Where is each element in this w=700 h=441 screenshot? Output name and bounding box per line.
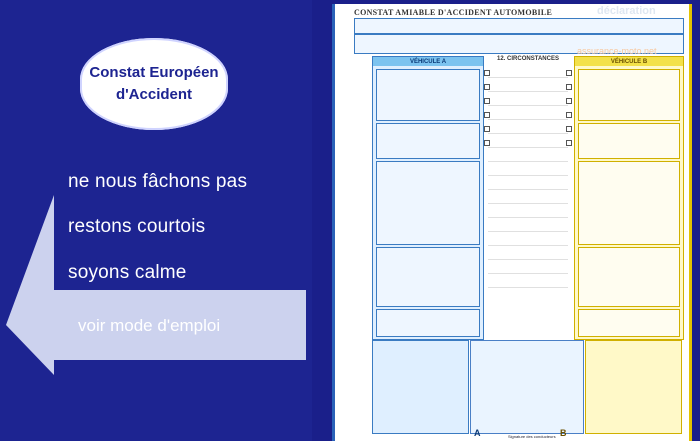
slogan-line-3: soyons calme (68, 262, 187, 283)
insurance-b-box[interactable] (578, 161, 680, 245)
website-watermark: assurance-moto.net (577, 46, 657, 56)
vehicle-a-header: VÉHICULE A (373, 57, 483, 66)
form-watermark: déclaration (597, 5, 656, 17)
signature-a-letter: A (474, 428, 481, 438)
insured-a-box[interactable] (376, 69, 480, 121)
circumstances-title: 12. CIRCONSTANCES (497, 56, 559, 62)
constat-badge (80, 38, 228, 130)
form-panel (318, 0, 700, 441)
mode-emploi-link[interactable]: voir mode d'emploi (78, 316, 221, 335)
yellow-edge-strip (689, 4, 692, 441)
vehicle-a-column (372, 56, 484, 340)
checkbox-b[interactable] (566, 70, 572, 76)
vehicle-b-column (574, 56, 684, 340)
constat-form-sheet (332, 4, 692, 441)
accident-date-box (354, 18, 684, 34)
insurance-a-box[interactable] (376, 161, 480, 245)
checkbox-a[interactable] (484, 140, 490, 146)
checkbox-a[interactable] (484, 126, 490, 132)
checkbox-a[interactable] (484, 112, 490, 118)
bottom-section (372, 340, 682, 436)
checkbox-b[interactable] (566, 140, 572, 146)
damage-b-box[interactable] (585, 340, 682, 434)
checkbox-b[interactable] (566, 98, 572, 104)
driver-a-box[interactable] (376, 247, 480, 307)
slogan-line-1: ne nous fâchons pas (68, 171, 248, 192)
checkbox-a[interactable] (484, 70, 490, 76)
left-arrow-icon (6, 195, 306, 375)
checkbox-b[interactable] (566, 126, 572, 132)
left-panel (0, 0, 312, 441)
checkbox-a[interactable] (484, 98, 490, 104)
vehicle-a-box[interactable] (376, 123, 480, 159)
badge-title-line1: Constat Européen (89, 64, 219, 81)
damage-a-box[interactable] (372, 340, 469, 434)
impact-a-box[interactable] (376, 309, 480, 337)
slogan-line-2: restons courtois (68, 216, 206, 237)
circumstances-column (484, 56, 572, 296)
sketch-area[interactable] (470, 340, 584, 434)
checkbox-b[interactable] (566, 84, 572, 90)
driver-b-box[interactable] (578, 247, 680, 307)
blue-edge-strip (332, 4, 335, 441)
form-title: CONSTAT AMIABLE D'ACCIDENT AUTOMOBILE (354, 8, 553, 17)
checkbox-a[interactable] (484, 84, 490, 90)
signature-b-letter: B (560, 428, 567, 438)
signatures-label: Signature des conducteurs (508, 434, 556, 439)
impact-b-box[interactable] (578, 309, 680, 337)
checkbox-b[interactable] (566, 112, 572, 118)
vehicle-b-header: VÉHICULE B (575, 57, 683, 66)
vehicle-b-box[interactable] (578, 123, 680, 159)
insured-b-box[interactable] (578, 69, 680, 121)
badge-title-line2: d'Accident (115, 86, 193, 103)
